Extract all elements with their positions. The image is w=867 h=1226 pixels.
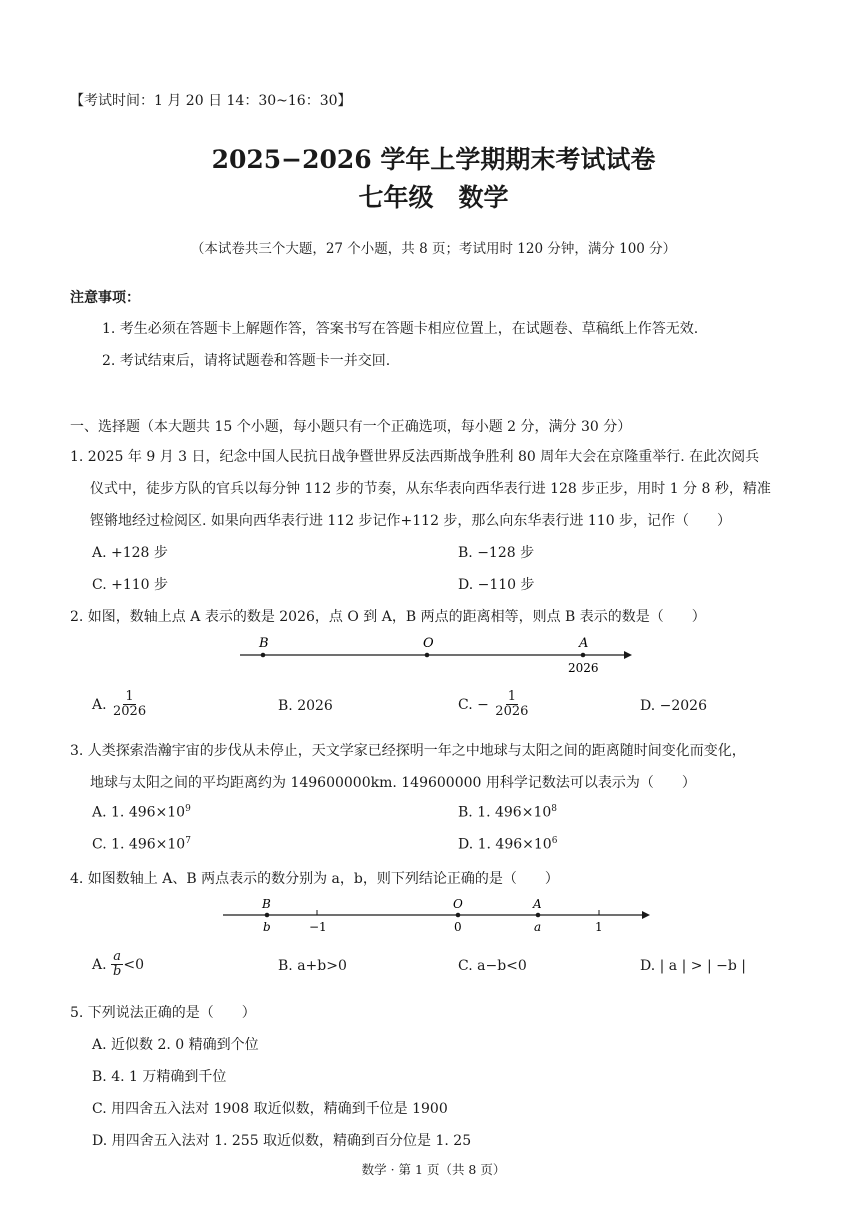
q4-label-o: O	[453, 897, 463, 911]
q4-tick-a: a	[534, 920, 542, 934]
q5-option-b: B. 4. 1 万精确到千位	[92, 1069, 227, 1085]
notice-heading: 注意事项：	[70, 290, 140, 306]
q5-stem: 5. 下列说法正确的是（ ）	[70, 1005, 256, 1021]
q3-option-a: A. 1. $496\times 10^9$	[92, 804, 191, 821]
q5-option-a: A. 近似数 2. 0 精确到个位	[92, 1037, 259, 1053]
q4-option-c: C. a−b<0	[458, 958, 527, 974]
q2-label-o: O	[423, 636, 434, 651]
q4-tick-minus1: −1	[309, 920, 327, 934]
section-heading: 一、选择题（本大题共 15 个小题，每小题只有一个正确选项，每小题 2 分，满分 30 分）	[70, 419, 632, 435]
q1-line: 仪式中，徒步方队的官兵以每分钟 112 步的节奏，从东华表向西华表行进 128 步正步，用时 1 分 8 秒，精准	[90, 481, 771, 497]
exam-description: （本试卷共三个大题，27 个小题，共 8 页；考试用时 120 分钟，满分 100 分）	[190, 241, 677, 257]
exam-subtitle: 七年级 数学	[358, 183, 509, 212]
q2-label-a: A	[579, 636, 589, 651]
q4-option-d: D. | a | > | −b |	[640, 958, 746, 974]
q1-option-c: C. +110 步	[92, 577, 169, 593]
q2-stem: 2. 如图，数轴上点 A 表示的数是 2026，点 O 到 A，B 两点的距离相等，则点 B 表示的数是（ ）	[70, 609, 706, 625]
q3-line: 3. 人类探索浩瀚宇宙的步伐从未停止，天文学家已经探明一年之中地球与太阳之间的距离随时间变化而变化，	[70, 743, 746, 759]
q2-value-a: 2026	[568, 661, 599, 675]
q1-option-a: A. +128 步	[92, 545, 168, 561]
q2-option-d: D. −2026	[640, 698, 707, 714]
q2-number-line	[230, 630, 640, 680]
q4-stem: 4. 如图数轴上 A、B 两点表示的数分别为 a，b，则下列结论正确的是（ ）	[70, 871, 559, 887]
q2-label-b: B	[259, 636, 269, 651]
q5-option-c: C. 用四舍五入法对 1908 取近似数，精确到千位是 1900	[92, 1101, 448, 1117]
q3-line: 地球与太阳之间的平均距离约为 149600000km. 149600000 用科学记数法可以表示为（ ）	[90, 775, 696, 791]
q4-tick-1: 1	[595, 920, 603, 934]
exam-title: 2025−2026 学年上学期期末考试试卷	[211, 145, 656, 174]
q3-option-c: C. 1. $496\times 10^7$	[92, 836, 191, 853]
notice-item: 1. 考生必须在答题卡上解题作答，答案书写在答题卡相应位置上，在试题卷、草稿纸上作答无效.	[102, 321, 699, 337]
q1-option-d: D. −110 步	[458, 577, 535, 593]
q4-tick-b: b	[263, 920, 271, 934]
q5-option-d: D. 用四舍五入法对 1. 255 取近似数，精确到百分位是 1. 25	[92, 1133, 472, 1149]
q1-line: 铿锵地经过检阅区. 如果向西华表行进 112 步记作+112 步，那么向东华表行进 110 步，记作（ ）	[90, 513, 732, 529]
q4-option-a: A. $\frac{a}{b}$ <0	[92, 949, 144, 980]
notice-item: 2. 考试结束后，请将试题卷和答题卡一并交回.	[102, 353, 391, 369]
q3-option-b: B. 1. $496\times 10^8$	[458, 804, 557, 821]
q3-option-d: D. 1. $496\times 10^6$	[458, 836, 558, 853]
q4-number-line	[215, 893, 660, 939]
q1-option-b: B. −128 步	[458, 545, 535, 561]
q4-option-b: B. a+b>0	[278, 958, 347, 974]
q4-label-b: B	[262, 897, 271, 911]
q4-tick-0: 0	[454, 920, 462, 934]
q2-option-b: B. 2026	[278, 698, 333, 714]
q1-line: 1. 2025 年 9 月 3 日，纪念中国人民抗日战争暨世界反法西斯战争胜利 80 周年大会在京隆重举行. 在此次阅兵	[70, 449, 760, 465]
q4-label-a: A	[533, 897, 542, 911]
q2-option-a: A. $\frac{1}{2026}$	[92, 689, 147, 720]
exam-time: 【考试时间：1 月 20 日 14：30~16：30】	[70, 93, 352, 109]
q2-option-c: C. − $\frac{1}{2026}$	[458, 689, 529, 720]
page-footer: 数学 · 第 1 页（共 8 页）	[361, 1162, 506, 1177]
